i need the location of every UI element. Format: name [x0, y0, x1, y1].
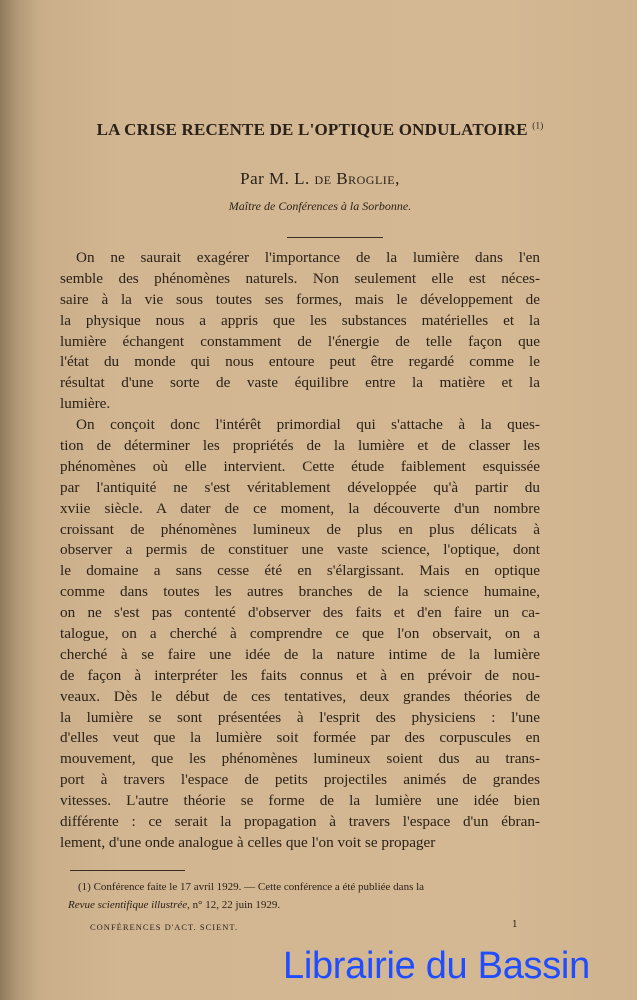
text-line: comme dans toutes les autres branches de la science humaine, — [60, 583, 540, 601]
text-line: on ne s'est pas contenté d'observer des faits et d'en faire un ca- — [60, 604, 540, 622]
author-prefix: Par M. L. — [240, 169, 310, 188]
text-line: cherché à se faire une idée de la nature intime de la lumière — [60, 645, 540, 663]
text-line: semble des phénomènes naturels. Non seulement elle est néces- — [60, 269, 540, 287]
text-line: le domaine a sans cesse été en s'élargissant. Mais en optique — [60, 562, 540, 580]
text-line: tion de déterminer les propriétés de la lumière et de classer les — [60, 437, 540, 455]
footnote-line — [68, 896, 548, 914]
article-title — [60, 120, 580, 140]
text-line: veaux. Dès le début de ces tentatives, deux grandes théories de — [60, 687, 540, 705]
text-line: mouvement, que les phénomènes lumineux soient dus au trans- — [60, 750, 540, 768]
text-line: la physique nous a appris que les substances matérielles et la — [60, 311, 540, 329]
article-body — [60, 248, 540, 854]
title-text: LA CRISE RECENTE DE L'OPTIQUE ONDULATOIRE — [96, 120, 528, 139]
text-line: xviie siècle. A dater de ce moment, la découverte d'un nombre — [60, 499, 540, 517]
text-line: d'elles veut que la lumière soit formée par des corpuscules en — [60, 729, 540, 747]
watermark: Librairie du Bassin — [283, 945, 590, 987]
footnote-journal: Revue scientifique illustrée — [68, 899, 188, 911]
footnote-rest: , n° 12, 22 juin 1929. — [187, 899, 281, 911]
text-line: lumière. — [60, 395, 111, 413]
text-line: port à travers l'espace de petits projectiles animés de grandes — [60, 771, 540, 789]
page-footer: CONFÉRENCES D'ACT. SCIENT. — [90, 922, 239, 932]
text-line: l'état du monde qui nous entoure peut être regardé comme le — [60, 353, 540, 371]
author-name: de Broglie, — [314, 169, 400, 188]
text-line: résultat d'une sorte de vaste équilibre entre la matière et la — [60, 374, 540, 392]
footnote — [68, 878, 548, 914]
text-line: de façon à interpréter les faits connus et à en prévoir de nou- — [60, 666, 540, 684]
text-line: phénomènes où elle intervient. Cette étude faiblement esquissée — [60, 457, 540, 475]
text-line: observer a permis de constituer une vaste science, l'optique, dont — [60, 541, 540, 559]
author-line — [60, 169, 580, 189]
text-line: On ne saurait exagérer l'importance de la lumière dans l'en — [76, 249, 540, 266]
footnote-ref: (1) — [532, 120, 544, 131]
text-line: différente : ce serait la propagation à travers l'espace d'un ébran- — [60, 813, 540, 831]
text-line: lumière échangent constamment de l'énergie de telle façon que — [60, 332, 540, 350]
title-divider — [287, 237, 383, 238]
footnote-divider — [70, 870, 185, 871]
text-line: la lumière se sont présentées à l'esprit des physiciens : l'une — [60, 708, 540, 726]
text-line: talogue, on a cherché à comprendre ce que l'on observait, on a — [60, 625, 540, 643]
signature-mark: 1 — [512, 920, 518, 930]
text-line: On conçoit donc l'intérêt primordial qui s'attache à la ques- — [76, 416, 540, 434]
text-line: par l'antiquité ne s'est véritablement développée qu'à partir du — [60, 478, 540, 496]
text-line: saire à la vie sous toutes ses formes, mais le développement de — [60, 290, 540, 308]
footnote-line: (1) Conférence faite le 17 avril 1929. — Cette conférence a été publiée dans la — [78, 881, 425, 893]
text-line: vitesses. L'autre théorie se forme de la lumière une idée bien — [60, 792, 540, 810]
author-affiliation: Maître de Conférences à la Sorbonne. — [228, 199, 412, 213]
text-line: lement, d'une onde analogue à celles que l'on voit se propager — [60, 833, 436, 851]
text-line: croissant de phénomènes lumineux de plus en plus délicats à — [60, 520, 540, 538]
